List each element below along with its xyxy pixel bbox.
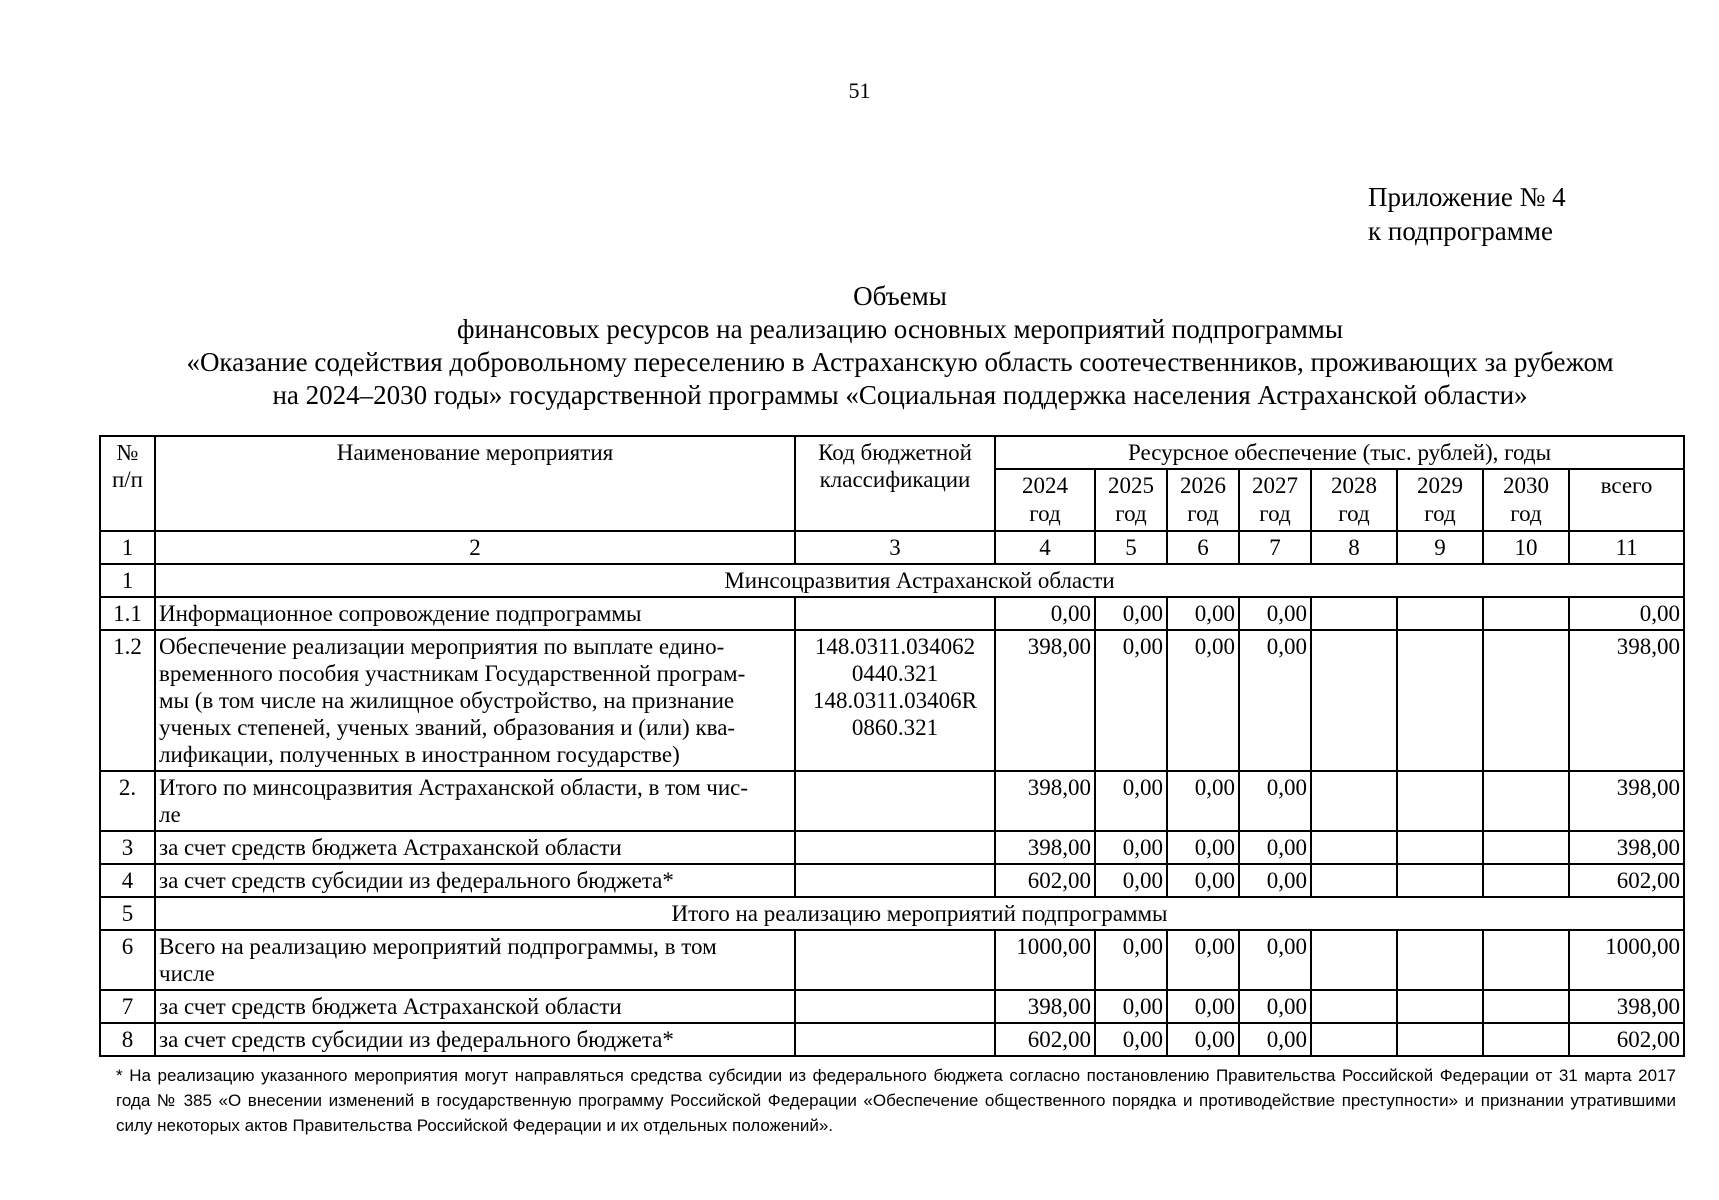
row-value: 0,00 — [1167, 990, 1239, 1023]
row-value: 398,00 — [1569, 771, 1684, 831]
row-name: Информационное сопровождение подпрограммы — [155, 597, 795, 630]
row-value — [1483, 597, 1569, 630]
row-value: 398,00 — [995, 831, 1095, 864]
row-value — [1311, 990, 1397, 1023]
row-value: 0,00 — [1095, 990, 1167, 1023]
row-name: Обеспечение реализации мероприятия по выплате едино- временного пособия участникам Государственной програм- мы (в том числе на жилищное обустройство, на признание ученых степеней, ученых званий, образования и (или) ква- лификации, полученных в иностранном государстве) — [155, 630, 795, 771]
column-number: 6 — [1167, 531, 1239, 564]
table-row — [100, 990, 1684, 1023]
row-value: 0,00 — [1167, 1023, 1239, 1056]
row-budget-code — [795, 1023, 995, 1056]
row-value — [1483, 1023, 1569, 1056]
table-row — [100, 930, 1684, 990]
row-value: 602,00 — [995, 1023, 1095, 1056]
title-line-2: финансовых ресурсов на реализацию основных мероприятий подпрограммы — [456, 314, 1344, 344]
row-number: 1.1 — [100, 597, 155, 630]
header-code: Код бюджетной классификации — [795, 436, 995, 531]
financial-resources-table — [99, 435, 1685, 1057]
row-budget-code — [795, 831, 995, 864]
header-year: 2025 год — [1095, 469, 1167, 531]
row-value — [1311, 771, 1397, 831]
row-value: 398,00 — [995, 630, 1095, 771]
table-row — [100, 771, 1684, 831]
document-title — [100, 280, 1700, 412]
column-numbers-row — [100, 531, 1684, 564]
row-value — [1483, 990, 1569, 1023]
section-label: Итого на реализацию мероприятий подпрограммы — [155, 897, 1684, 930]
row-value: 398,00 — [1569, 990, 1684, 1023]
section-label: Минсоцразвития Астраханской области — [155, 564, 1684, 597]
row-value: 0,00 — [1239, 597, 1311, 630]
row-name: Итого по минсоцразвития Астраханской области, в том чис- ле — [155, 771, 795, 831]
section-row — [100, 897, 1684, 930]
column-number: 3 — [795, 531, 995, 564]
row-value: 0,00 — [1095, 930, 1167, 990]
section-number: 5 — [100, 897, 155, 930]
row-name: за счет средств бюджета Астраханской области — [155, 990, 795, 1023]
row-value: 0,00 — [995, 597, 1095, 630]
row-number: 4 — [100, 864, 155, 897]
row-value: 398,00 — [995, 771, 1095, 831]
row-value: 0,00 — [1095, 597, 1167, 630]
row-value — [1311, 864, 1397, 897]
column-number: 7 — [1239, 531, 1311, 564]
row-value — [1397, 831, 1483, 864]
row-budget-code: 148.0311.034062 0440.321 148.0311.03406R 0860.321 — [795, 630, 995, 771]
title-line-3: «Оказание содействия добровольному переселению в Астраханскую область соотечественников, проживающих за рубежом — [186, 347, 1614, 377]
row-budget-code — [795, 771, 995, 831]
row-value: 0,00 — [1095, 771, 1167, 831]
row-value — [1311, 930, 1397, 990]
row-budget-code — [795, 597, 995, 630]
row-value: 398,00 — [1569, 831, 1684, 864]
row-value — [1397, 1023, 1483, 1056]
appendix-label — [1368, 180, 1566, 248]
row-value — [1311, 597, 1397, 630]
row-value — [1397, 990, 1483, 1023]
header-year: 2030 год — [1483, 469, 1569, 531]
row-value — [1311, 831, 1397, 864]
table-header — [100, 436, 1684, 564]
row-value: 398,00 — [1569, 630, 1684, 771]
row-value: 0,00 — [1239, 930, 1311, 990]
column-number: 4 — [995, 531, 1095, 564]
row-value: 0,00 — [1239, 831, 1311, 864]
row-value — [1397, 930, 1483, 990]
row-value: 0,00 — [1239, 630, 1311, 771]
column-number: 9 — [1397, 531, 1483, 564]
row-value: 602,00 — [1569, 1023, 1684, 1056]
header-year: 2029 год — [1397, 469, 1483, 531]
row-value — [1483, 864, 1569, 897]
row-value: 0,00 — [1095, 864, 1167, 897]
title-line-1: Объемы — [853, 281, 947, 311]
row-value — [1397, 771, 1483, 831]
row-number: 6 — [100, 930, 155, 990]
row-value — [1397, 630, 1483, 771]
column-number: 8 — [1311, 531, 1397, 564]
appendix-line-1: Приложение № 4 — [1368, 182, 1566, 212]
table-body — [100, 564, 1684, 1056]
row-name: Всего на реализацию мероприятий подпрограммы, в том числе — [155, 930, 795, 990]
row-value: 602,00 — [995, 864, 1095, 897]
table-row — [100, 864, 1684, 897]
row-budget-code — [795, 864, 995, 897]
header-year: 2028 год — [1311, 469, 1397, 531]
row-value — [1397, 597, 1483, 630]
appendix-line-2: к подпрограмме — [1368, 216, 1553, 246]
column-number: 10 — [1483, 531, 1569, 564]
column-number: 11 — [1569, 531, 1684, 564]
row-number: 3 — [100, 831, 155, 864]
row-name: за счет средств бюджета Астраханской области — [155, 831, 795, 864]
row-value: 0,00 — [1239, 1023, 1311, 1056]
row-value: 1000,00 — [995, 930, 1095, 990]
row-value: 0,00 — [1239, 864, 1311, 897]
column-number: 1 — [100, 531, 155, 564]
page-number: 51 — [848, 78, 871, 103]
row-value: 0,00 — [1167, 930, 1239, 990]
row-value — [1311, 630, 1397, 771]
title-line-4: на 2024–2030 годы» государственной программы «Социальная поддержка населения Астраханской области» — [272, 380, 1528, 410]
row-value: 602,00 — [1569, 864, 1684, 897]
row-value: 0,00 — [1239, 990, 1311, 1023]
table-row — [100, 630, 1684, 771]
row-value: 0,00 — [1167, 864, 1239, 897]
header-name: Наименование мероприятия — [155, 436, 795, 531]
row-value — [1483, 930, 1569, 990]
row-budget-code — [795, 990, 995, 1023]
header-resources: Ресурсное обеспечение (тыс. рублей), годы — [995, 436, 1684, 469]
row-value: 0,00 — [1569, 597, 1684, 630]
row-value: 0,00 — [1095, 831, 1167, 864]
footnote: * На реализацию указанного мероприятия могут направляться средства субсидии из федерального бюджета согласно постановлению Правительства Российской Федерации от 31 марта 2017 года № 385 «О внесении изменений в государственную программу Российской Федерации «Обеспечение общественного порядка и противодействие преступности» и признании утратившими силу некоторых актов Правительства Российской Федерации и их отдельных положений». — [116, 1066, 1676, 1135]
header-year: 2027 год — [1239, 469, 1311, 531]
row-number: 2. — [100, 771, 155, 831]
row-value — [1397, 864, 1483, 897]
row-name: за счет средств субсидии из федерального бюджета* — [155, 1023, 795, 1056]
column-number: 2 — [155, 531, 795, 564]
header-year: всего — [1569, 469, 1684, 531]
table-row — [100, 1023, 1684, 1056]
header-year: 2024 год — [995, 469, 1095, 531]
row-number: 1.2 — [100, 630, 155, 771]
row-number: 8 — [100, 1023, 155, 1056]
row-value — [1483, 630, 1569, 771]
row-value: 0,00 — [1095, 1023, 1167, 1056]
section-row — [100, 564, 1684, 597]
header-num: № п/п — [100, 436, 155, 531]
header-year: 2026 год — [1167, 469, 1239, 531]
table-row — [100, 831, 1684, 864]
row-value: 0,00 — [1239, 771, 1311, 831]
table-row — [100, 597, 1684, 630]
row-value: 0,00 — [1095, 630, 1167, 771]
row-value: 1000,00 — [1569, 930, 1684, 990]
row-value: 0,00 — [1167, 831, 1239, 864]
row-value — [1483, 831, 1569, 864]
row-budget-code — [795, 930, 995, 990]
row-number: 7 — [100, 990, 155, 1023]
row-value: 0,00 — [1167, 771, 1239, 831]
row-value: 0,00 — [1167, 630, 1239, 771]
row-value: 0,00 — [1167, 597, 1239, 630]
column-number: 5 — [1095, 531, 1167, 564]
row-value — [1311, 1023, 1397, 1056]
row-value — [1483, 771, 1569, 831]
row-name: за счет средств субсидии из федерального бюджета* — [155, 864, 795, 897]
section-number: 1 — [100, 564, 155, 597]
row-value: 398,00 — [995, 990, 1095, 1023]
